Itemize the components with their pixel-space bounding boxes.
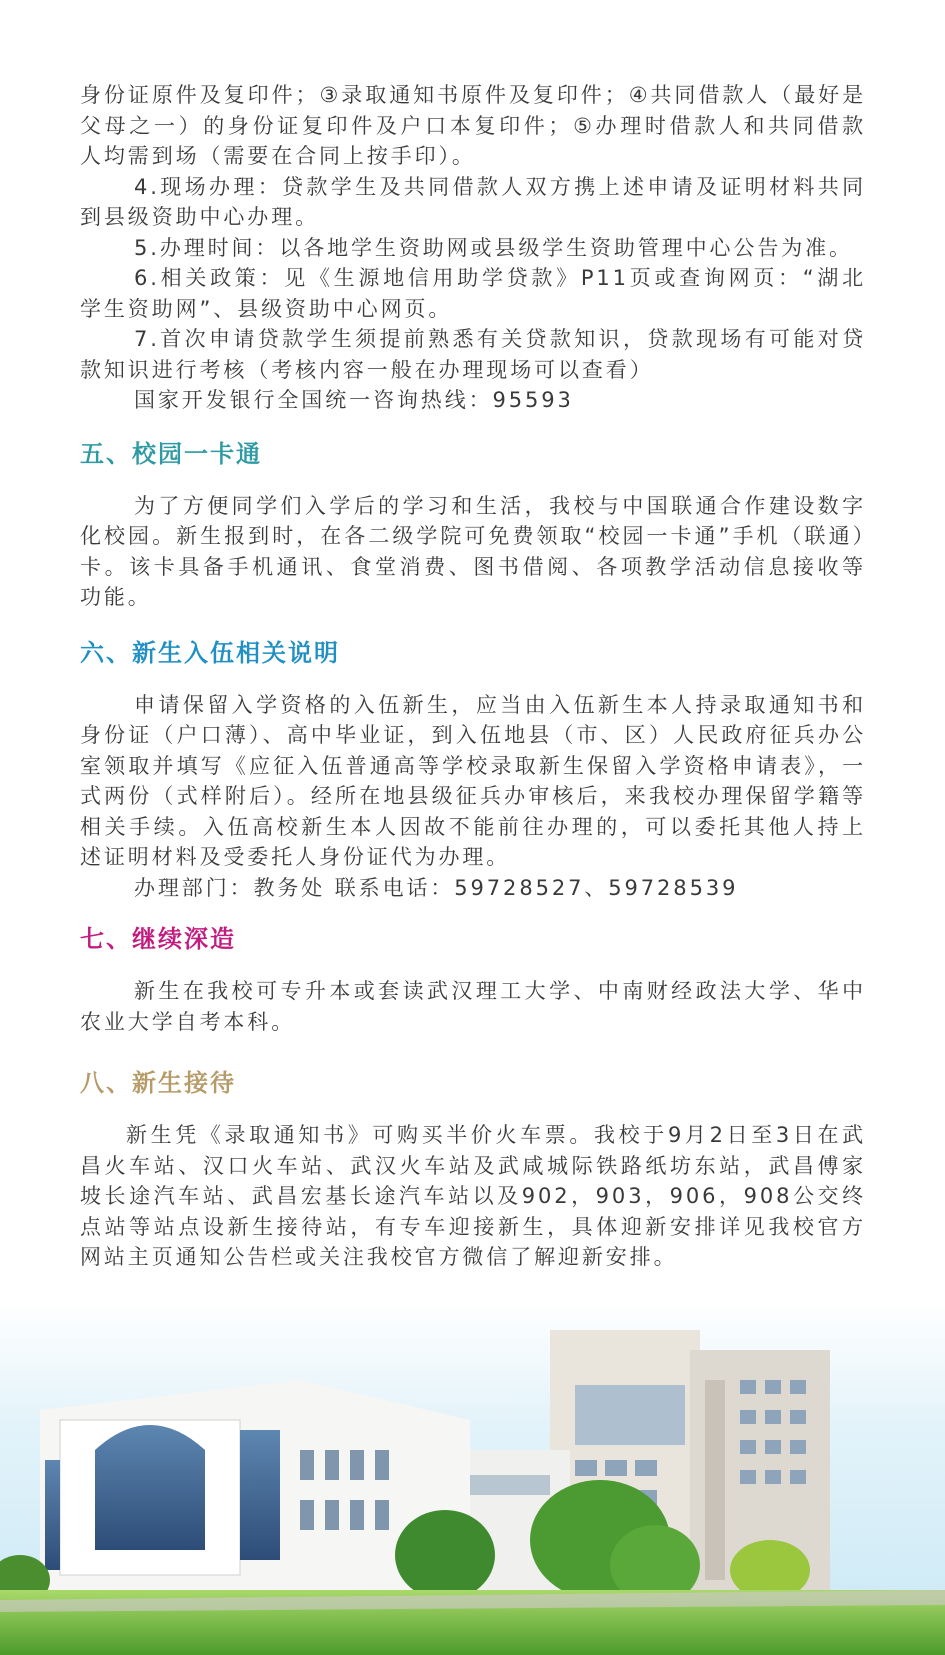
campus-buildings-photo [0, 1300, 945, 1655]
item-4-onsite: 4.现场办理：贷款学生及共同借款人双方携上述申请及证明材料共同到县级资助中心办理。 [80, 174, 866, 229]
section-7-title: 七、继续深造 [80, 925, 236, 953]
section-5-body: 为了方便同学们入学后的学习和生活，我校与中国联通合作建设数字化校园。新生报到时，在各二级学院可免费领取“校园一卡通”手机（联通）卡。该卡具备手机通讯、食堂消费、图书借阅、各项教学活动信息接收等功能。 [80, 493, 866, 609]
section-5-title: 五、校园一卡通 [80, 439, 262, 468]
section-6-body: 申请保留入学资格的入伍新生，应当由入伍新生本人持录取通知书和身份证（户口薄）、高中毕业证，到入伍地县（市、区）人民政府征兵办公室领取并填写《应征入伍普通高等学校录取新生保留入学资格申请表》，一式两份（式样附后）。经所在地县级征兵办审核后，来我校办理保留学籍等相关手续。入伍高校新生本人因故不能前往办理的，可以委托其他人持上述证明材料及受委托人身份证代为办理。 [80, 692, 866, 869]
item-7-first-time: 7.首次申请贷款学生须提前熟悉有关贷款知识，贷款现场有可能对贷款知识进行考核（考核内容一般在办理现场可以查看） [80, 327, 866, 382]
section-8-body: 新生凭《录取通知书》可购买半价火车票。我校于9月2日至3日在武昌火车站、汉口火车站、武汉火车站及武咸城际铁路纸坊东站，武昌傅家坡长途汽车站、武昌宏基长途汽车站以及902，903，906，908公交终点站等站点设新生接待站，有专车迎接新生，具体迎新安排详见我校官方网站主页通知公告栏或关注我校官方微信了解迎新安排。 [80, 1123, 866, 1269]
section-8-title: 八、新生接待 [80, 1069, 236, 1097]
materials-continued: 身份证原件及复印件；③录取通知书原件及复印件；④共同借款人（最好是父母之一）的身份证复印件及户口本复印件；⑤办理时借款人和共同借款人均需到场（需要在合同上按手印）。 [80, 83, 866, 168]
section-6-title: 六、新生入伍相关说明 [80, 638, 340, 667]
document-content [80, 80, 866, 1273]
item-5-time: 5.办理时间：以各地学生资助网或县级学生资助管理中心公告为准。 [134, 235, 853, 260]
section-7-body: 新生在我校可专升本或套读武汉理工大学、中南财经政法大学、华中农业大学自考本科。 [80, 979, 866, 1034]
item-6-policy: 6.相关政策：见《生源地信用助学贷款》P11页或查询网页：“湖北学生资助网”、县级资助中心网页。 [80, 266, 866, 321]
section-6-contact: 办理部门：教务处 联系电话：59728527、59728539 [134, 875, 739, 900]
hotline: 国家开发银行全国统一咨询热线：95593 [134, 388, 574, 412]
